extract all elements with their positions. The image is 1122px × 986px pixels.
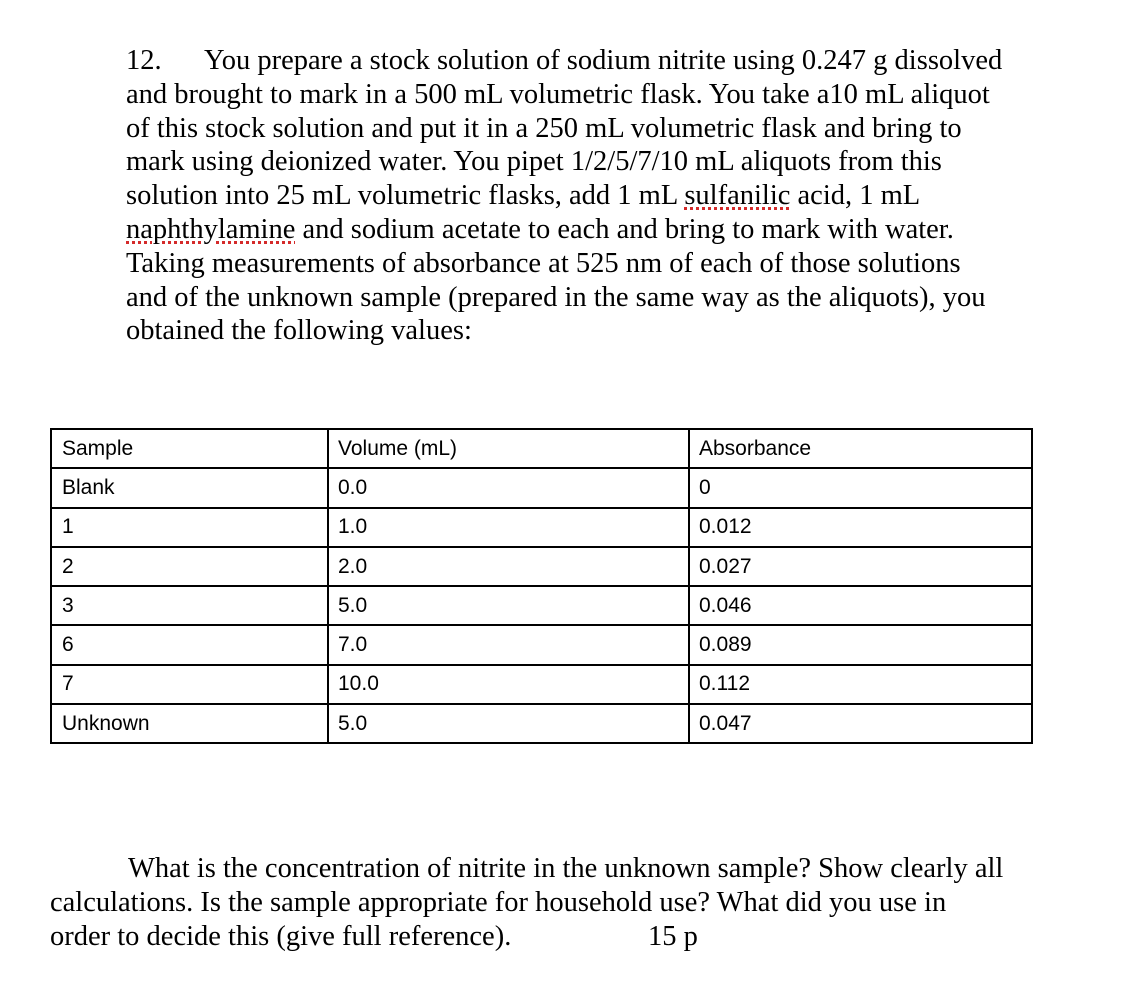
question-line-4: mark using deionized water. You pipet 1/2/5/7/10 mL aliquots from this — [126, 146, 942, 178]
cell-volume: 2.0 — [328, 547, 689, 586]
footer-line-1: What is the concentration of nitrite in the unknown sample? Show clearly all — [128, 853, 1004, 884]
header-volume: Volume (mL) — [328, 429, 689, 468]
table-header-row — [51, 429, 1032, 468]
question-line-7: Taking measurements of absorbance at 525 nm of each of those solutions — [126, 247, 961, 279]
cell-sample: 7 — [51, 665, 328, 704]
cell-absorbance: 0 — [689, 468, 1032, 507]
question-line-6: naphthylamine and sodium acetate to each and bring to mark with water. — [126, 213, 954, 245]
spellcheck-word-naphthylamine: naphthylamine — [126, 213, 296, 245]
cell-volume: 10.0 — [328, 665, 689, 704]
table-row — [51, 665, 1032, 704]
table-row — [51, 508, 1032, 547]
table-row — [51, 704, 1032, 743]
cell-volume: 0.0 — [328, 468, 689, 507]
cell-volume: 5.0 — [328, 704, 689, 743]
cell-absorbance: 0.112 — [689, 665, 1032, 704]
cell-absorbance: 0.047 — [689, 704, 1032, 743]
cell-sample: Blank — [51, 468, 328, 507]
points-label: 15 p — [648, 920, 698, 952]
cell-sample: 2 — [51, 547, 328, 586]
cell-volume: 1.0 — [328, 508, 689, 547]
cell-absorbance: 0.012 — [689, 508, 1032, 547]
absorbance-table — [50, 428, 1033, 744]
question-line-2: and brought to mark in a 500 mL volumetric flask. You take a10 mL aliquot — [126, 78, 990, 110]
question-line-3: of this stock solution and put it in a 250 mL volumetric flask and bring to — [126, 112, 962, 144]
question-line-5: solution into 25 mL volumetric flasks, add 1 mL sulfanilic acid, 1 mL — [126, 180, 921, 212]
footer-line-3: order to decide this (give full reference). 15 p — [50, 920, 698, 952]
cell-sample: Unknown — [51, 704, 328, 743]
cell-sample: 6 — [51, 625, 328, 664]
table-row — [51, 468, 1032, 507]
cell-sample: 3 — [51, 586, 328, 625]
cell-absorbance: 0.027 — [689, 547, 1032, 586]
cell-volume: 5.0 — [328, 586, 689, 625]
question-number: 12. — [126, 45, 162, 76]
follow-up-question — [50, 852, 1050, 953]
question-line-9: obtained the following values: — [126, 315, 472, 347]
cell-absorbance: 0.046 — [689, 586, 1032, 625]
table-row — [51, 586, 1032, 625]
footer-line-2: calculations. Is the sample appropriate for household use? What did you use in — [50, 886, 947, 918]
header-sample: Sample — [51, 429, 328, 468]
question-line-8: and of the unknown sample (prepared in the same way as the aliquots), you — [126, 281, 986, 313]
cell-absorbance: 0.089 — [689, 625, 1032, 664]
table-row — [51, 547, 1032, 586]
cell-sample: 1 — [51, 508, 328, 547]
question-line-1: 12. You prepare a stock solution of sodium nitrite using 0.247 g dissolved — [126, 45, 1003, 76]
question-text — [126, 44, 1046, 348]
cell-volume: 7.0 — [328, 625, 689, 664]
spellcheck-word-sulfanilic: sulfanilic — [684, 180, 791, 212]
table-row — [51, 625, 1032, 664]
header-absorbance: Absorbance — [689, 429, 1032, 468]
